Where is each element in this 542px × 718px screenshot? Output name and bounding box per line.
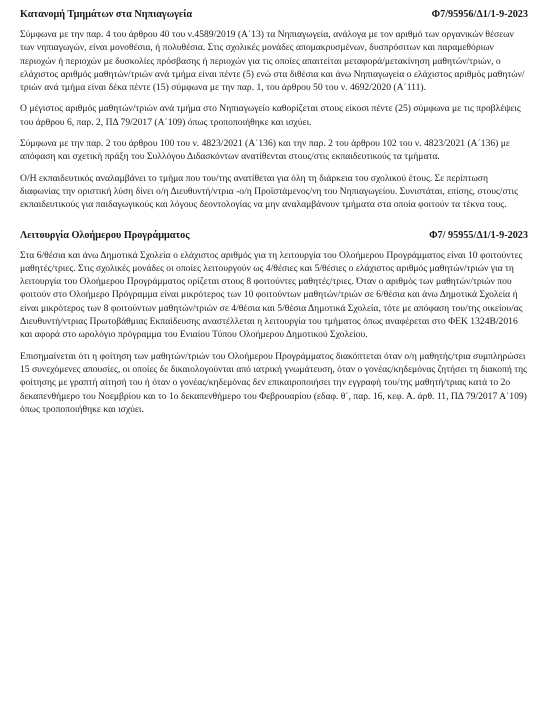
section-body-all-day-program xyxy=(20,249,528,417)
section-body-kindergarten xyxy=(20,28,528,212)
section-reference-all-day-program: Φ7/ 95955/Δ1/1-9-2023 xyxy=(429,229,528,241)
section-title-all-day-program: Λειτουργία Ολοήμερου Προγράμματος xyxy=(20,229,190,241)
section-header-all-day-program xyxy=(20,229,528,243)
paragraph: Σύμφωνα με την παρ. 2 του άρθρου 100 του ν. 4823/2021 (Α΄136) και την παρ. 2 του άρθρου 102 του ν. 4823/2021 (Α΄136) με απόφαση και σχετική πράξη του Συλλόγου Διδασκόντων ανατίθενται στους/στις εκπαιδευτικούς τα τμήματα. xyxy=(20,138,510,163)
paragraph: Ο μέγιστος αριθμός μαθητών/τριών ανά τμήμα στο Νηπιαγωγείο καθορίζεται στους είκοσι πέντε (25) σύμφωνα με τις προβλέψεις του άρθρου 6, παρ. 2, ΠΔ 79/2017 (Α΄109) όπως τροποποιήθηκε και ισχύει. xyxy=(20,103,521,128)
paragraph: Στα 6/θέσια και άνω Δημοτικά Σχολεία ο ελάχιστος αριθμός για τη λειτουργία του Ολοήμερου Προγράμματος είναι 10 φοιτούντες μαθητές/τριες. Στις σχολικές μονάδες οι οποίες λειτουργούν ως 4/θέσιες και 5/θέσιες ο ελάχιστος αριθμός μαθητών/τριών για τη λειτουργία του Ολοήμερου Προγράμματος ορίζεται στους 8 φοιτούντες μαθητές/τριες. Όταν ο αριθμός των μαθητών/τριών που φοιτούν στο Ολοήμερο Πρόγραμμα είναι μικρότερος των 10 φοιτούντων μαθητών/τριών σε 6/θέσια και άνω Δημοτικά Σχολεία ή είναι μικρότερος των 8 φοιτούντων μαθητών/τριών σε 4/θέσια και 5/θέσια Δημοτικά Σχολεία, τότε με απόφαση του/της οικείου/ας Διευθυντή/ντριας Πρωτοβάθμιας Εκπαίδευσης αναστέλλεται η λειτουργία του τμήματος όπως αναφέρεται στο ΦΕΚ 1324Β/2016 και αφορά στο ωρολόγιο πρόγραμμα του Ενιαίου Τύπου Ολοήμερου Δημοτικού Σχολείου. xyxy=(20,249,523,341)
paragraph: Ο/Η εκπαιδευτικός αναλαμβάνει το τμήμα που του/της ανατίθεται για όλη τη διάρκεια του σχολικού έτους. Σε περίπτωση διαφωνίας την οριστική λύση δίνει ο/η Διευθυντή/ντρια -ο/η Προϊστάμενος/νη του Νηπιαγωγείου. Συνιστάται, επίσης, στους/στις εκπαιδευτικούς για παιδαγωγικούς και λόγους δεοντολογίας να μην αναλαμβάνουν τμήματα στα οποία φοιτούν τα τέκνα τους. xyxy=(20,172,518,211)
document-page xyxy=(20,8,528,416)
section-header-kindergarten xyxy=(20,8,528,22)
paragraph: Σύμφωνα με την παρ. 4 του άρθρου 40 του ν.4589/2019 (Α΄13) τα Νηπιαγωγεία, ανάλογα με τον αριθμό των οργανικών θέσεων των νηπιαγωγών, είναι μονοθέσια, ή πολυθέσια. Στις σχολικές μονάδες απομακρυσμένων, δυσπρόσιτων και παραμεθόριων περιοχών ή περιοχών με δυσκολίες πρόσβασης ή περιοχών για τις οποίες απαιτείται μεταφορά/μετακίνηση μαθητών/τριών, ο ελάχιστος αριθμός μαθητών/τριών ανά τμήμα είναι πέντε (5) ενώ στα διθέσια και άνω Νηπιαγωγεία ο ελάχιστος αριθμός μαθητών/τριών ανά τμήμα είναι δέκα πέντε (15) σύμφωνα με την παρ. 1, του άρθρου 50 του ν. 4692/2020 (Α΄111). xyxy=(20,29,525,94)
paragraph: Επισημαίνεται ότι η φοίτηση των μαθητών/τριών του Ολοήμερου Προγράμματος διακόπτεται όταν ο/η μαθητής/τρια συμπληρώσει 15 συνεχόμενες απουσίες, οι οποίες δε δικαιολογούνται από ιατρική γνωμάτευση, όταν ο γονέας/κηδεμόνας ζητήσει τη διακοπή της φοίτησης με γραπτή αίτησή του ή όταν ο γονέας/κηδεμόνας δεν επικαιροποιήσει την εγγραφή του/της μαθητή/τριας κατά το 2ο δεκαπενθήμερο του Νοεμβρίου και το 1ο δεκαπενθήμερο του Φεβρουαρίου (εδαφ. θ΄, παρ. 16, κεφ. Α. άρθ. 11, ΠΔ 79/2017 Α΄109) όπως τροποποιήθηκε και ισχύει. xyxy=(20,350,527,415)
section-title-kindergarten: Κατανομή Τμημάτων στα Νηπιαγωγεία xyxy=(20,9,193,20)
section-reference-kindergarten: Φ7/95956/Δ1/1-9-2023 xyxy=(431,9,528,20)
